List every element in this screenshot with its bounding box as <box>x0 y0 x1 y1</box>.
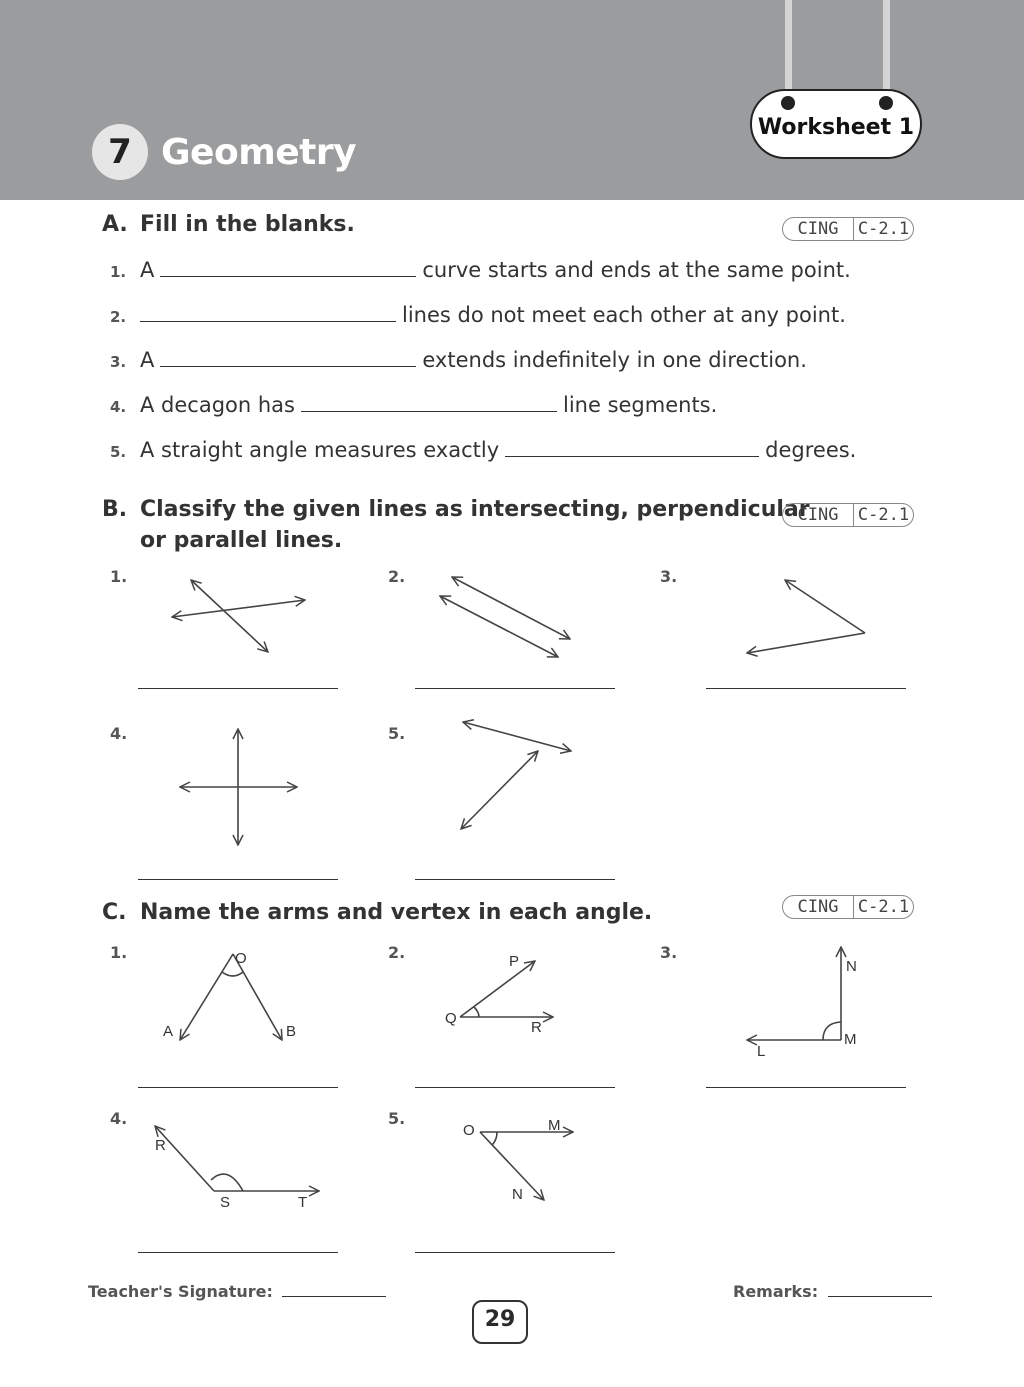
c4-label-r: R <box>155 1137 166 1154</box>
c1-angle-arc <box>222 972 243 976</box>
remarks-label: Remarks: <box>733 1282 819 1301</box>
question-text-after: lines do not meet each other at any point. <box>402 303 846 327</box>
c-item-number-5: 5. <box>388 1109 406 1128</box>
b2-line-lower <box>440 596 558 657</box>
teacher-signature <box>88 1282 386 1301</box>
c5-label-n: N <box>512 1186 523 1203</box>
section-b-heading-line2: or parallel lines. <box>140 528 343 553</box>
question-text-after: extends indefinitely in one direction. <box>422 348 807 372</box>
c5-label-m: M <box>548 1117 561 1134</box>
question-number: 1. <box>110 263 127 281</box>
remarks-line[interactable] <box>828 1296 932 1297</box>
cing-ref: C-2.1 <box>857 505 910 525</box>
question-number: 2. <box>110 308 127 326</box>
c1-arm-oa <box>180 954 233 1040</box>
b1-line-horizontal <box>172 600 305 617</box>
c5-label-o: O <box>463 1122 475 1139</box>
b-item-number-2: 2. <box>388 567 406 586</box>
question-text-before: A straight angle measures exactly <box>140 438 500 462</box>
b1-line-diagonal <box>191 580 268 652</box>
question-text-before: A <box>140 258 155 282</box>
cing-ref: C-2.1 <box>857 897 910 917</box>
c3-label-n: N <box>846 958 857 975</box>
chapter-title: Geometry <box>161 132 357 173</box>
remarks <box>733 1282 932 1301</box>
cing-code: CING <box>783 218 854 240</box>
page-number: 29 <box>472 1300 528 1344</box>
b-item-number-3: 3. <box>660 567 678 586</box>
c2-label-r: R <box>531 1019 542 1036</box>
c1-label-o: O <box>235 950 247 967</box>
c3-label-l: L <box>757 1043 766 1060</box>
b3-ray-upper <box>785 580 865 633</box>
c2-label-q: Q <box>445 1010 457 1027</box>
question-text-before: A decagon has <box>140 393 295 417</box>
cing-code: CING <box>783 896 854 918</box>
b2-line-upper <box>452 577 570 639</box>
c-item-number-2: 2. <box>388 943 406 962</box>
c1-label-b: B <box>286 1023 297 1040</box>
signature-line[interactable] <box>282 1296 386 1297</box>
b5-line-lower <box>461 751 538 829</box>
section-a-letter: A. <box>102 212 128 237</box>
worksheet-badge: Worksheet 1 <box>750 89 922 159</box>
c2-arm-qp <box>460 961 535 1017</box>
b-item-number-1: 1. <box>110 567 128 586</box>
c2-angle-arc <box>474 1007 479 1017</box>
section-b-letter: B. <box>102 497 128 522</box>
c4-angle-arc <box>211 1174 243 1191</box>
c1-label-a: A <box>163 1023 174 1040</box>
cing-ref: C-2.1 <box>857 219 910 239</box>
c3-label-m: M <box>844 1031 857 1048</box>
c4-label-s: S <box>220 1194 231 1211</box>
b-item-number-5: 5. <box>388 724 406 743</box>
c3-angle-arc <box>823 1022 841 1040</box>
c4-label-t: T <box>298 1194 308 1211</box>
c-item-number-4: 4. <box>110 1109 128 1128</box>
question-text-after: line segments. <box>563 393 718 417</box>
c4-arm-sr <box>155 1126 214 1191</box>
c-item-number-1: 1. <box>110 943 128 962</box>
question-text-before: A <box>140 348 155 372</box>
b-item-number-4: 4. <box>110 724 128 743</box>
question-number: 4. <box>110 398 127 416</box>
b3-ray-lower <box>747 633 865 653</box>
c5-angle-arc <box>492 1132 497 1145</box>
question-text-after: degrees. <box>765 438 857 462</box>
question-number: 3. <box>110 353 127 371</box>
b5-line-upper <box>463 722 571 751</box>
section-c-heading: Name the arms and vertex in each angle. <box>140 900 653 925</box>
section-a-heading: Fill in the blanks. <box>140 212 355 237</box>
teacher-signature-label: Teacher's Signature: <box>88 1282 273 1301</box>
chapter-number: 7 <box>92 124 148 180</box>
c-item-number-3: 3. <box>660 943 678 962</box>
c2-label-p: P <box>509 953 520 970</box>
question-number: 5. <box>110 443 127 461</box>
cing-code: CING <box>783 504 854 526</box>
section-c-letter: C. <box>102 900 127 925</box>
section-b-heading-line1: Classify the given lines as intersecting, perpendicular <box>140 497 810 522</box>
question-text-after: curve starts and ends at the same point. <box>422 258 851 282</box>
